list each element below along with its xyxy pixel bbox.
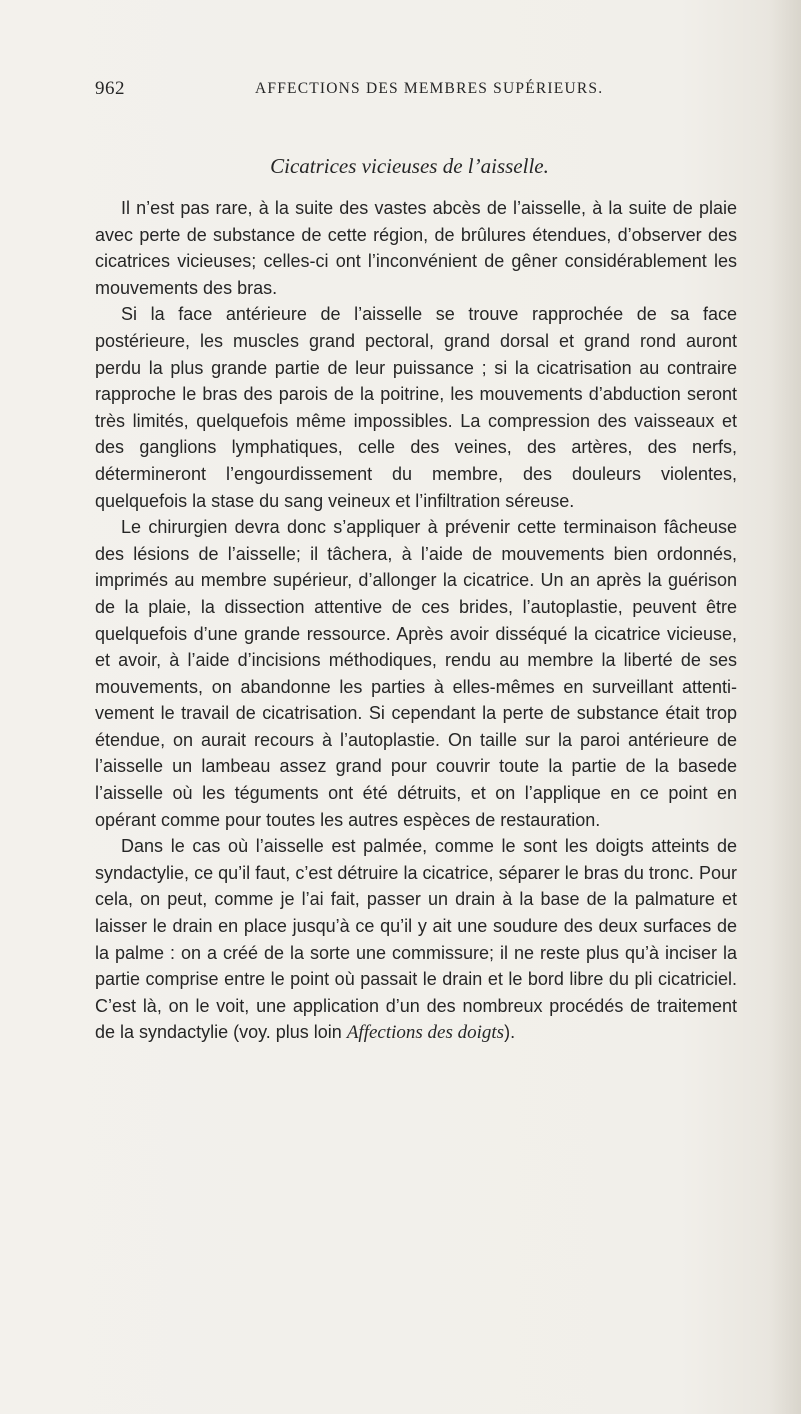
- reference-closing: ).: [504, 1022, 516, 1043]
- paragraph-4-text: Dans le cas où l’aisselle est palmée, comme le sont les doigts atteints de syndactylie, ce qu’il faut, c’est détruire la cicatrice, séparer le bras du tronc. Pour cela, on peut, comme je l’ai fait, passer un drain à la base de la palmature et laisser le drain en place jusqu’à ce qu’il y ait une soudure des deux surfaces de la palme : on a créé de la sorte une commissure; il ne reste plus qu’à inciser la partie comprise entre le point où passait le drain et le bord libre du pli cicatriciel. C’est là, on le voit, une application d’un des nombreux procédés de traitement de la syndactylie (voy. plus loin: [95, 836, 737, 1043]
- running-head: AFFECTIONS DES MEMBRES SUPÉRIEURS.: [255, 80, 604, 97]
- section-title: Cicatrices vicieuses de l’aisselle.: [270, 154, 549, 178]
- page-header: [95, 78, 706, 102]
- paragraph-2: Si la face antérieure de l’aisselle se trouve rapprochée de sa face postérieure, les muscles grand pectoral, grand dorsal et grand rond auront perdu la plus grande partie de leur puissance ; si la cicatrisation au contraire rapproche le bras des parois de la poitrine, les mouvements d’abduction seront très limités, quelquefois même impossibles. La compression des vaisseaux et des ganglions lymphatiques, celle des veines, des artères, des nerfs, détermineront l’engourdissement du membre, des douleurs violentes, quelquefois la stase du sang veineux et l’infiltration séreuse.: [95, 304, 737, 511]
- paragraph-3: Le chirurgien devra donc s’appliquer à prévenir cette terminaison fâcheuse des lésions de l’aisselle; il tâchera, à l’aide de mouvements bien ordonnés, imprimés au membre supérieur, d’allonger la cicatrice. Un an après la guérison de la plaie, la dissection attentive de ces brides, l’autoplastie, peuvent être quelquefois d’une grande ressource. Après avoir disséqué la cicatrice vicieuse, et avoir, à l’aide d’incisions méthodiques, rendu au membre la liberté de ses mouvements, on abandonne les parties à elles-mêmes en surveillant attentivement le travail de cicatrisation. Si cependant la perte de substance était trop étendue, on aurait recours à l’autoplastie. On taille sur la paroi antérieure de l’aisselle un lambeau assez grand pour couvrir toute la partie de la basede l’aisselle où les téguments ont été détruits, et on l’applique en ce point en opérant comme pour toutes les autres espèces de restauration.: [95, 517, 737, 830]
- cross-reference: Affections des doigts: [346, 1022, 505, 1044]
- page-number: 962: [95, 78, 125, 99]
- paragraph-1: Il n’est pas rare, à la suite des vastes abcès de l’aisselle, à la suite de plaie avec perte de substance de cette région, de brûlures étendues, d’observer des cicatrices vicieuses; celles-ci ont l’inconvénient de gêner considérablement les mouvements des bras.: [95, 198, 737, 298]
- paragraph-4: [95, 833, 737, 1047]
- body-text: [95, 195, 737, 1047]
